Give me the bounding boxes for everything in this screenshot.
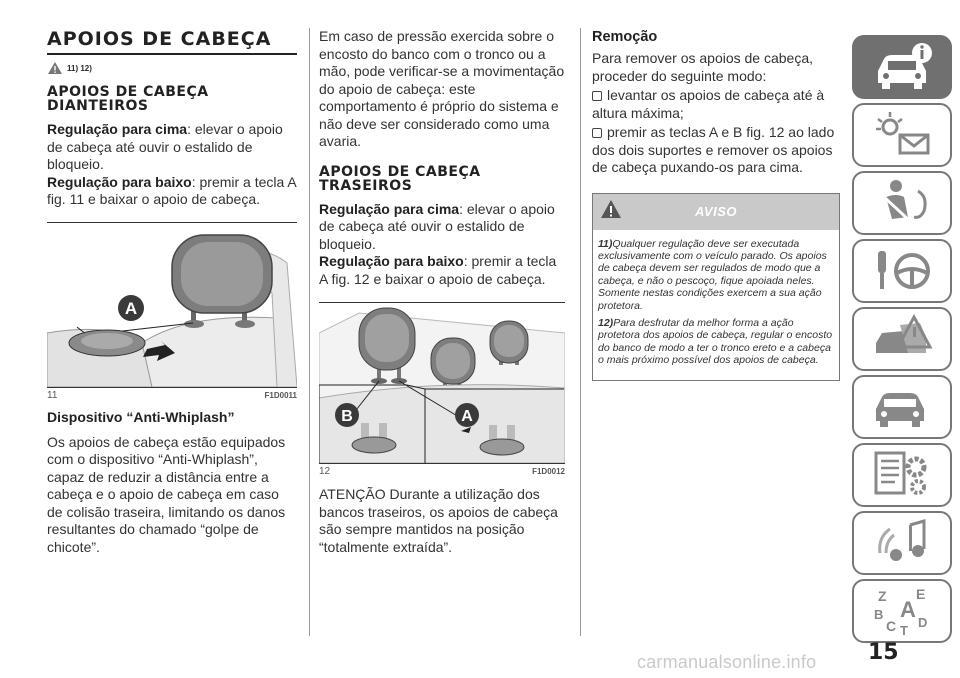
front-headrests-title: APOIOS DE CABEÇA DIANTEIROS xyxy=(47,84,209,114)
removal-step: premir as teclas A e B fig. 12 ao lado dos dois suportes e remover os apoios de cabeça puxando-os para cima. xyxy=(592,124,835,175)
figure-number: 12 xyxy=(319,466,331,477)
watermark: carmanualsonline.info xyxy=(637,652,817,672)
warning-title: AVISO xyxy=(695,204,737,219)
callout-a: A xyxy=(124,298,138,318)
warning-references xyxy=(47,60,297,76)
index-letter: Z xyxy=(878,588,887,604)
tab-starting-driving[interactable] xyxy=(852,239,952,303)
dashboard-lights-message-icon xyxy=(870,109,934,161)
rear-raise-paragraph xyxy=(319,201,565,254)
bullet-square-icon xyxy=(592,128,602,138)
index-letter: C xyxy=(886,618,897,634)
figure-code: F1D0011 xyxy=(264,390,297,400)
callout-a: A xyxy=(461,408,473,425)
figure-11 xyxy=(47,222,297,401)
removal-step: levantar os apoios de cabeça até à altura máxima; xyxy=(592,87,825,121)
lower-text: : premir a tecla A fig. 11 e baixar o apoio de cabeça. xyxy=(47,173,296,207)
multimedia-music-icon xyxy=(870,517,934,569)
warning-triangle-icon xyxy=(47,61,63,75)
chapter-tabs xyxy=(852,35,952,647)
figure-code: F1D0012 xyxy=(532,467,565,476)
warning-triangle-icon xyxy=(600,199,622,219)
column-divider xyxy=(309,28,310,636)
tab-index[interactable] xyxy=(852,579,952,643)
warning-header xyxy=(593,194,839,230)
index-letter: T xyxy=(900,623,908,637)
warning-item: 12)Para desfrutar da melhor forma a ação protetora dos apoios de cabeça, regular o encosto do banco de modo a ter o tronco ereto e a cabeça o mais próximo possível dos apoios de cabeça. xyxy=(598,316,833,367)
refs-text: 11) 12) xyxy=(67,63,92,73)
front-raise-paragraph xyxy=(47,121,297,174)
tab-maintenance[interactable] xyxy=(852,375,952,439)
front-headrest-illustration xyxy=(47,223,297,387)
anti-whiplash-title: Dispositivo “Anti-Whiplash” xyxy=(47,408,235,425)
removal-intro: Para remover os apoios de cabeça, proceder do seguinte modo: xyxy=(592,50,814,84)
warning-body xyxy=(593,230,839,380)
tab-emergency[interactable] xyxy=(852,307,952,371)
warning-box xyxy=(592,193,840,381)
section-title: APOIOS DE CABEÇA xyxy=(47,28,297,55)
figure-number: 11 xyxy=(47,389,58,401)
column-divider xyxy=(580,28,581,636)
rear-headrests-illustration xyxy=(319,303,565,463)
index-letter: E xyxy=(916,586,926,602)
rear-headrests-title: APOIOS DE CABEÇA TRASEIROS xyxy=(319,163,481,194)
column-2 xyxy=(319,28,565,556)
raise-label: Regulação para cima xyxy=(319,200,460,217)
front-lower-paragraph xyxy=(47,174,297,209)
attention-note: ATENÇÃO Durante a utilização dos bancos traseiros, os apoios de cabeça são sempre mantidos na posição “totalmente extraída”. xyxy=(319,486,558,555)
index-letter: D xyxy=(918,615,928,630)
tab-safety[interactable] xyxy=(852,171,952,235)
index-letter: A xyxy=(900,597,916,622)
tab-technical-data[interactable] xyxy=(852,443,952,507)
alphabetical-index-icon xyxy=(870,585,934,637)
lower-label: Regulação para baixo xyxy=(319,253,464,269)
key-steering-wheel-icon xyxy=(870,245,934,297)
lower-label: Regulação para baixo xyxy=(47,173,192,190)
technical-data-gears-icon xyxy=(870,449,934,501)
tab-multimedia[interactable] xyxy=(852,511,952,575)
column-3 xyxy=(592,28,840,381)
car-maintenance-icon xyxy=(870,381,934,433)
warning-item: 11)Qualquer regulação deve ser executada exclusivamente com o veículo parado. Os apoios de cabeça devem ser regulados de modo que a cabeça, e não o pescoço, fique apoiada neles. Somente nestas condições exercem a sua ação protetora. xyxy=(598,237,827,312)
removal-title: Remoção xyxy=(592,29,658,45)
raise-text: : elevar o apoio de cabeça até ouvir o estalido de bloqueio. xyxy=(319,200,555,252)
column-1 xyxy=(47,28,297,556)
seatbelt-airbag-icon xyxy=(870,177,934,229)
figure-12 xyxy=(319,302,565,477)
tab-dashboard-lights[interactable] xyxy=(852,103,952,167)
emergency-crash-icon xyxy=(870,313,934,365)
raise-text: : elevar o apoio de cabeça até ouvir o estalido de bloqueio. xyxy=(47,121,283,172)
tab-car-info[interactable] xyxy=(852,35,952,99)
index-letter: B xyxy=(874,607,884,622)
bullet-square-icon xyxy=(592,91,602,101)
movement-note: Em caso de pressão exercida sobre o encosto do banco com o tronco ou a mão, pode verificar-se a movimentação do apoio de cabeça: este comportamento é próprio do sistema e não deve ser considerado como uma avaria. xyxy=(319,28,565,149)
page-number: 15 xyxy=(868,640,899,665)
rear-lower-paragraph xyxy=(319,253,565,288)
lower-text: : premir a tecla A fig. 12 e baixar o apoio de cabeça. xyxy=(319,253,557,287)
raise-label: Regulação para cima xyxy=(47,121,188,137)
anti-whiplash-text: Os apoios de cabeça estão equipados com o dispositivo “Anti-Whiplash”, capaz de reduzir a distância entre a cabeça e o apoio de cabeça em caso de colisão traseira, limitando os danos resultantes do chamado “golpe de chicote”. xyxy=(47,433,286,555)
callout-b: B xyxy=(341,408,353,425)
car-info-icon xyxy=(870,41,934,93)
